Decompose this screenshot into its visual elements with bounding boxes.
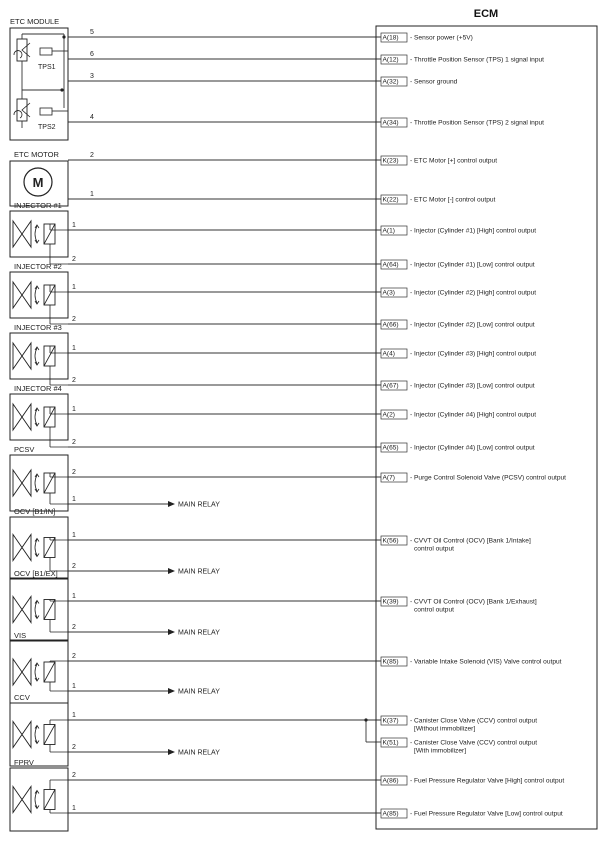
ecm-connector-id: A(7) [382,474,395,482]
junction-dot [62,35,65,38]
ecm-connector-id: A(3) [382,289,395,297]
ecm-connector-id: A(18) [382,34,399,42]
ecm-connector-id: A(86) [382,777,399,785]
ecm-connection-label: - CVVT Oil Control (OCV) [Bank 1/Intake] [410,537,531,545]
main-relay-label: MAIN RELAY [178,501,220,509]
component-title: CCV [14,693,30,702]
component-pin-number: 2 [72,772,76,779]
ecm-connection-label: - Throttle Position Sensor (TPS) 2 signal input [410,119,545,127]
etc-pin-number: 3 [90,73,94,80]
component-pin-number: 2 [72,624,76,631]
ecm-connection-label: - Sensor power (+5V) [410,34,473,42]
etc-module-title: ETC MODULE [10,17,60,26]
sensor-element [40,48,52,55]
ecm-connection-label: - Variable Intake Solenoid (VIS) Valve control output [410,658,562,666]
ecm-connection-label: - Sensor ground [410,78,458,86]
ecm-terminal [381,195,496,204]
ecm-connector-id: A(65) [382,444,399,452]
component-pin-number: 1 [72,496,76,503]
junction-dot [60,88,63,91]
main-relay-label: MAIN RELAY [178,688,220,696]
component-pin-number: 2 [72,377,76,384]
motor-symbol: M [32,175,44,190]
ecm-connection-label: - Fuel Pressure Regulator Valve [High] control output [410,777,565,785]
junction-dot [364,718,367,721]
component-pin-number: 1 [72,532,76,539]
ecm-connector-id: A(64) [382,261,399,269]
component-title: VIS [14,631,27,640]
main-relay-label: MAIN RELAY [178,629,220,637]
etc-motor-title: ETC MOTOR [14,150,59,159]
component-title: INJECTOR #1 [14,201,62,210]
etc-pin-number: 5 [90,29,94,36]
ecm-connection-label: - Injector (Cylinder #1) [High] control output [410,227,537,235]
etc-pin-number: 2 [90,152,94,159]
ecm-connector-id: K(39) [382,598,399,606]
component-title: OCV [B1/EX] [14,569,58,578]
ecm-connector-id: A(66) [382,321,399,329]
ecm-connector-id: A(85) [382,810,399,818]
component-pin-number: 2 [72,744,76,751]
ecm-terminal [381,55,544,64]
etc-pin-number: 4 [90,114,94,121]
ecm-terminal [381,226,536,235]
component-pin-number: 2 [72,439,76,446]
ecm-connector-id: A(67) [382,382,399,390]
ecm-connection-label-line2: control output [414,545,454,553]
component-pin-number: 2 [72,256,76,263]
ecm-terminal [381,156,497,165]
ecm-connection-label: - Injector (Cylinder #4) [High] control output [410,411,537,419]
ecm-connection-label: - Injector (Cylinder #1) [Low] control output [410,261,535,269]
ecm-connector-id: A(32) [382,78,399,86]
ecm-connector-id: A(4) [382,350,395,358]
ecm-terminal [381,410,536,419]
ecm-connection-label-line2: control output [414,606,454,614]
ecm-connector-id: A(12) [382,56,399,64]
ecm-connection-label: - ETC Motor [-] control output [410,196,496,204]
main-relay-label: MAIN RELAY [178,568,220,576]
ecm-connection-label: - Injector (Cylinder #4) [Low] control output [410,444,535,452]
ecm-connector-id: A(2) [382,411,395,419]
component-pin-number: 2 [72,653,76,660]
ecm-connector-id: K(22) [382,196,399,204]
etc-pin-number: 1 [90,191,94,198]
ecm-terminal [381,443,535,452]
ecm-connection-label: - Canister Close Valve (CCV) control output [410,739,538,747]
ecm-title: ECM [473,8,499,20]
ecm-terminal [381,381,535,390]
component-pin-number: 1 [72,683,76,690]
component-title: INJECTOR #2 [14,262,62,271]
tps-label: TPS1 [38,64,56,71]
ecm-connector-id: A(1) [382,227,395,235]
component-pin-number: 1 [72,805,76,812]
component-pin-number: 1 [72,345,76,352]
component-pin-number: 2 [72,469,76,476]
ecm-connection-label: - Injector (Cylinder #2) [High] control output [410,289,537,297]
ecm-connector-id: K(37) [382,717,399,725]
ecm-connection-label: - Injector (Cylinder #3) [Low] control output [410,382,535,390]
ecm-connection-label: - Injector (Cylinder #2) [Low] control output [410,321,535,329]
ecm-connector-id: K(51) [382,739,399,747]
ecm-connection-label: - ETC Motor [+] control output [410,157,498,165]
ecm-connection-label-line2: [With immobilizer] [414,747,467,755]
component-pin-number: 1 [72,284,76,291]
ecm-connection-label: - CVVT Oil Control (OCV) [Bank 1/Exhaust] [410,598,537,606]
component-title: FPRV [14,758,34,767]
ecm-connector-id: A(34) [382,119,399,127]
ecm-connection-label: - Throttle Position Sensor (TPS) 1 signal input [410,56,545,64]
component-title: PCSV [14,445,35,454]
main-relay-label: MAIN RELAY [178,749,220,757]
ecm-terminal [381,77,458,86]
component-pin-number: 1 [72,222,76,229]
ecm-terminal [381,118,544,127]
component-title: INJECTOR #4 [14,384,62,393]
component-pin-number: 2 [72,316,76,323]
etc-pin-number: 6 [90,51,94,58]
ecm-terminal [381,320,535,329]
component-title: INJECTOR #3 [14,323,62,332]
ecm-connection-label: - Injector (Cylinder #3) [High] control output [410,350,537,358]
component-pin-number: 1 [72,593,76,600]
ecm-terminal [381,33,473,42]
sensor-element [40,108,52,115]
ecm-terminal [381,288,536,297]
ecm-connection-label: - Canister Close Valve (CCV) control output [410,717,538,725]
ecm-connection-label-line2: [Without immobilizer] [414,725,476,733]
tps-label: TPS2 [38,124,56,131]
ecm-connection-label: - Fuel Pressure Regulator Valve [Low] control output [410,810,563,818]
ecm-connector-id: K(85) [382,658,399,666]
ecm-terminal [381,349,536,358]
component-pin-number: 1 [72,712,76,719]
ecm-connection-label: - Purge Control Solenoid Valve (PCSV) control output [410,474,567,482]
ecm-connector-id: K(23) [382,157,399,165]
ecm-terminal [381,260,535,269]
component-pin-number: 2 [72,563,76,570]
component-title: OCV [B1/IN] [14,507,56,516]
ecm-connector-id: K(56) [382,537,399,545]
component-pin-number: 1 [72,406,76,413]
